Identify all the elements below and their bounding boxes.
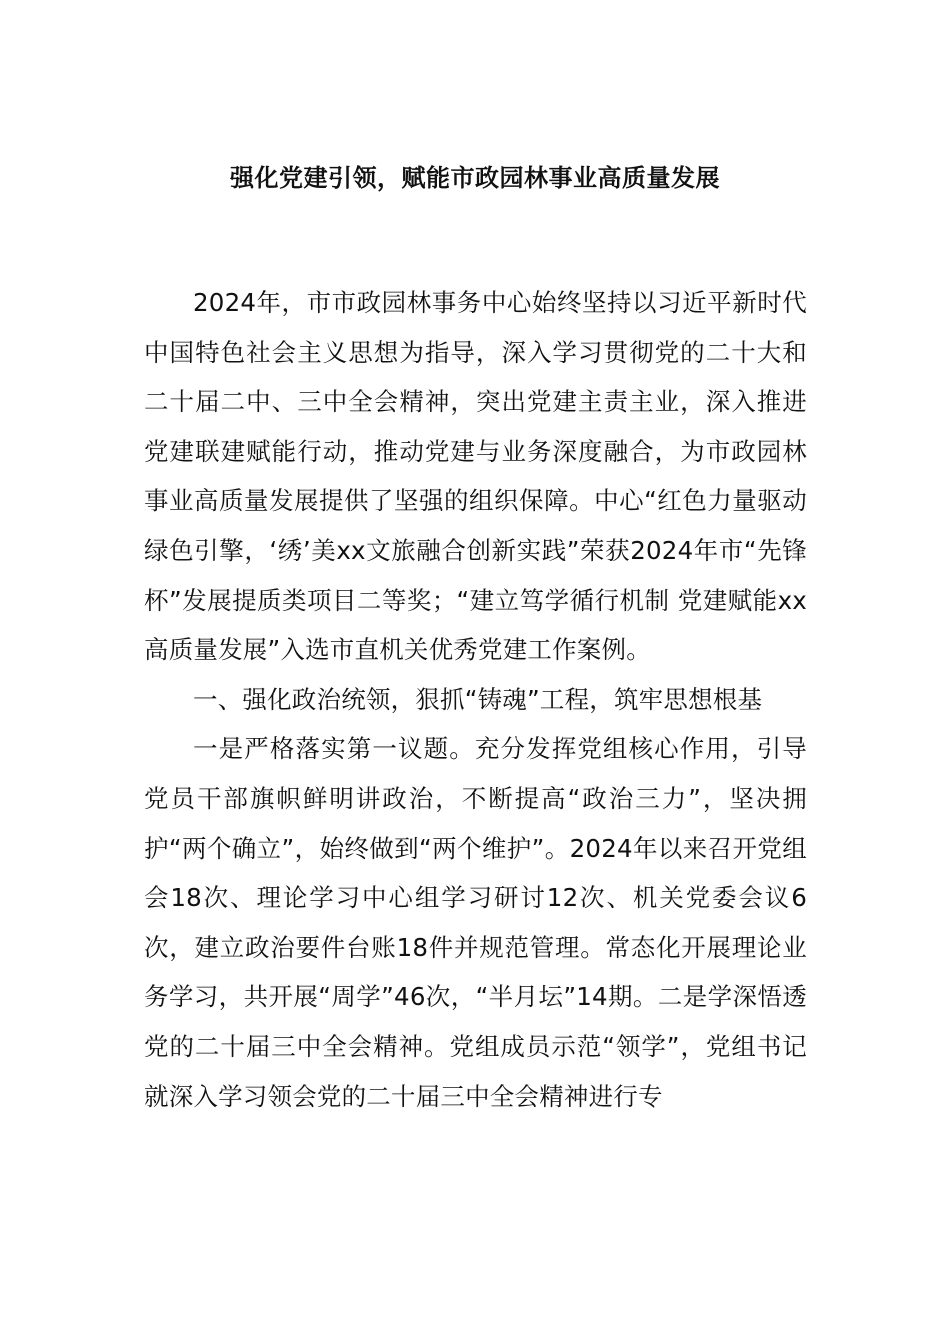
section-heading: 一、强化政治统领，狠抓“铸魂”工程，筑牢思想根基 [193, 684, 763, 714]
section-paragraph: 一是严格落实第一议题。充分发挥党组核心作用，引导党员干部旗帜鲜明讲政治，不断提高“政治三力”，坚决拥护“两个确立”，始终做到“两个维护”。2024年以来召开党组会18次、理论学习中心组学习研讨12次、机关党委会议6次，建立政治要件台账18件并规范管理。常态化开展理论业务学习，共开展“周学”46次，“半月坛”14期。二是学深悟透党的二十届三中全会精神。党组成员示范“领学”，党组书记就深入学习领会党的二十届三中全会精神进行专 [144, 734, 807, 1111]
document-title: 强化党建引领，赋能市政园林事业高质量发展 [230, 164, 720, 192]
document-body [144, 278, 807, 1121]
intro-paragraph: 2024年，市市政园林事务中心始终坚持以习近平新时代中国特色社会主义思想为指导，深入学习贯彻党的二十大和二十届二中、三中全会精神，突出党建主责主业，深入推进党建联建赋能行动，推动党建与业务深度融合，为市政园林事业高质量发展提供了坚强的组织保障。中心“红色力量驱动绿色引擎，‘绣’美xx文旅融合创新实践”荣获2024年市“先锋杯”发展提质类项目二等奖；“建立笃学循行机制 党建赋能xx高质量发展”入选市直机关优秀党建工作案例。 [144, 288, 807, 665]
